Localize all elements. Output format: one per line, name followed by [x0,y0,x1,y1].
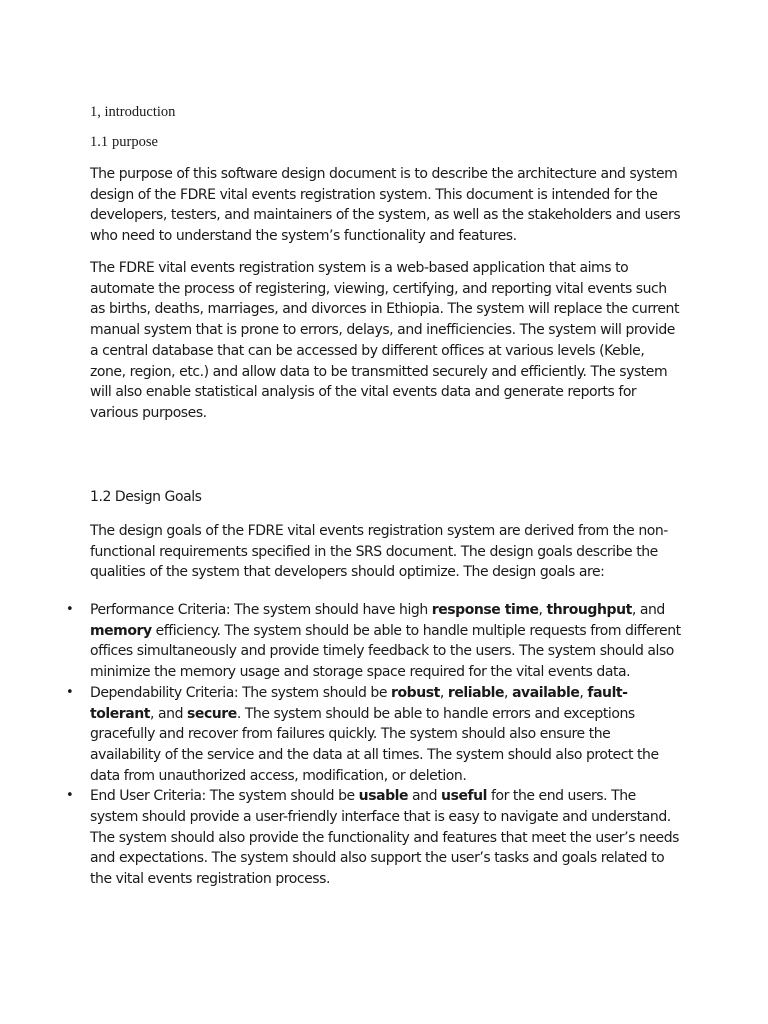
design-goals-list [0,600,768,890]
design-goals-intro-paragraph: The design goals of the FDRE vital events registration system are derived from the non-functional requirements specified in the SRS document. The design goals describe the qualities of the system that developers should optimize. The design goals are: [90,523,668,581]
section-1-1-number: 1.1 [90,134,109,150]
list-item [0,600,768,683]
text-run: efficiency. The system should be able to handle multiple requests from different offices simultaneously and provide timely feedback to the users. The system should also minimize the memory usage and storage space required for the vital events data. [90,622,681,681]
section-1-1-title: purpose [112,134,158,150]
bold-term: response time [431,602,539,618]
text-run: , [579,684,588,701]
section-1-heading: 1, introduction [90,104,176,120]
list-item-text [90,600,682,683]
bold-term: fault-tolerant [90,684,628,722]
list-item [0,683,768,787]
bold-term: secure [187,705,237,722]
bullet-icon: • [66,602,74,617]
bullet-icon: • [66,684,74,700]
text-run: , [439,684,448,701]
list-item-text [90,786,682,890]
list-item-text [90,683,682,787]
section-1-1-heading [90,134,158,151]
bullet-icon: • [66,788,74,804]
text-run: End User Criteria: The system should be [90,788,359,805]
bold-term: available [512,684,580,701]
text-run: , [538,602,547,618]
text-run: , [504,684,513,701]
bold-term: reliable [447,684,505,701]
text-run: . The system should be able to handle errors and exceptions gracefully and recover from failures quickly. The system should also ensure the availability of the service and the data at all times. The system should also protect the data from unauthorized access, modification, or deletion. [90,705,659,784]
text-run: Performance Criteria: The system should have high [90,602,432,618]
section-1-2-heading: 1.2 Design Goals [90,489,202,505]
text-run: for the end users. The system should provide a user-friendly interface that is easy to navigate and understand. The system should also provide the functionality and features that meet the user’s needs and expectations. The system should also support the user’s tasks and goals related to the vital events registration process. [90,788,679,888]
bold-term: throughput [546,602,632,618]
bold-term: robust [391,684,440,701]
purpose-paragraph-2: The FDRE vital events registration system is a web-based application that aims to automate the process of registering, viewing, certifying, and reporting vital events such as births, deaths, marriages, and divorces in Ethiopia. The system will replace the current manual system that is prone to errors, delays, and inefficiencies. The system will provide a central database that can be accessed by different offices at various levels (Keble, zone, region, etc.) and allow data to be transmitted securely and efficiently. The system will also enable statistical analysis of the vital events data and generate reports for various purposes. [90,260,680,421]
purpose-paragraph-1: The purpose of this software design document is to describe the architecture and system design of the FDRE vital events registration system. This document is intended for the developers, testers, and maintainers of the system, as well as the stakeholders and users who need to understand the system’s functionality and features. [90,166,681,245]
text-run: , and [631,602,665,618]
bold-term: usable [358,788,409,805]
list-item [0,786,768,890]
text-run: Dependability Criteria: The system should be [90,684,392,701]
text-run: and [408,788,442,805]
bold-term: memory [90,622,152,639]
text-run: , and [150,705,188,722]
bold-term: useful [441,788,487,805]
